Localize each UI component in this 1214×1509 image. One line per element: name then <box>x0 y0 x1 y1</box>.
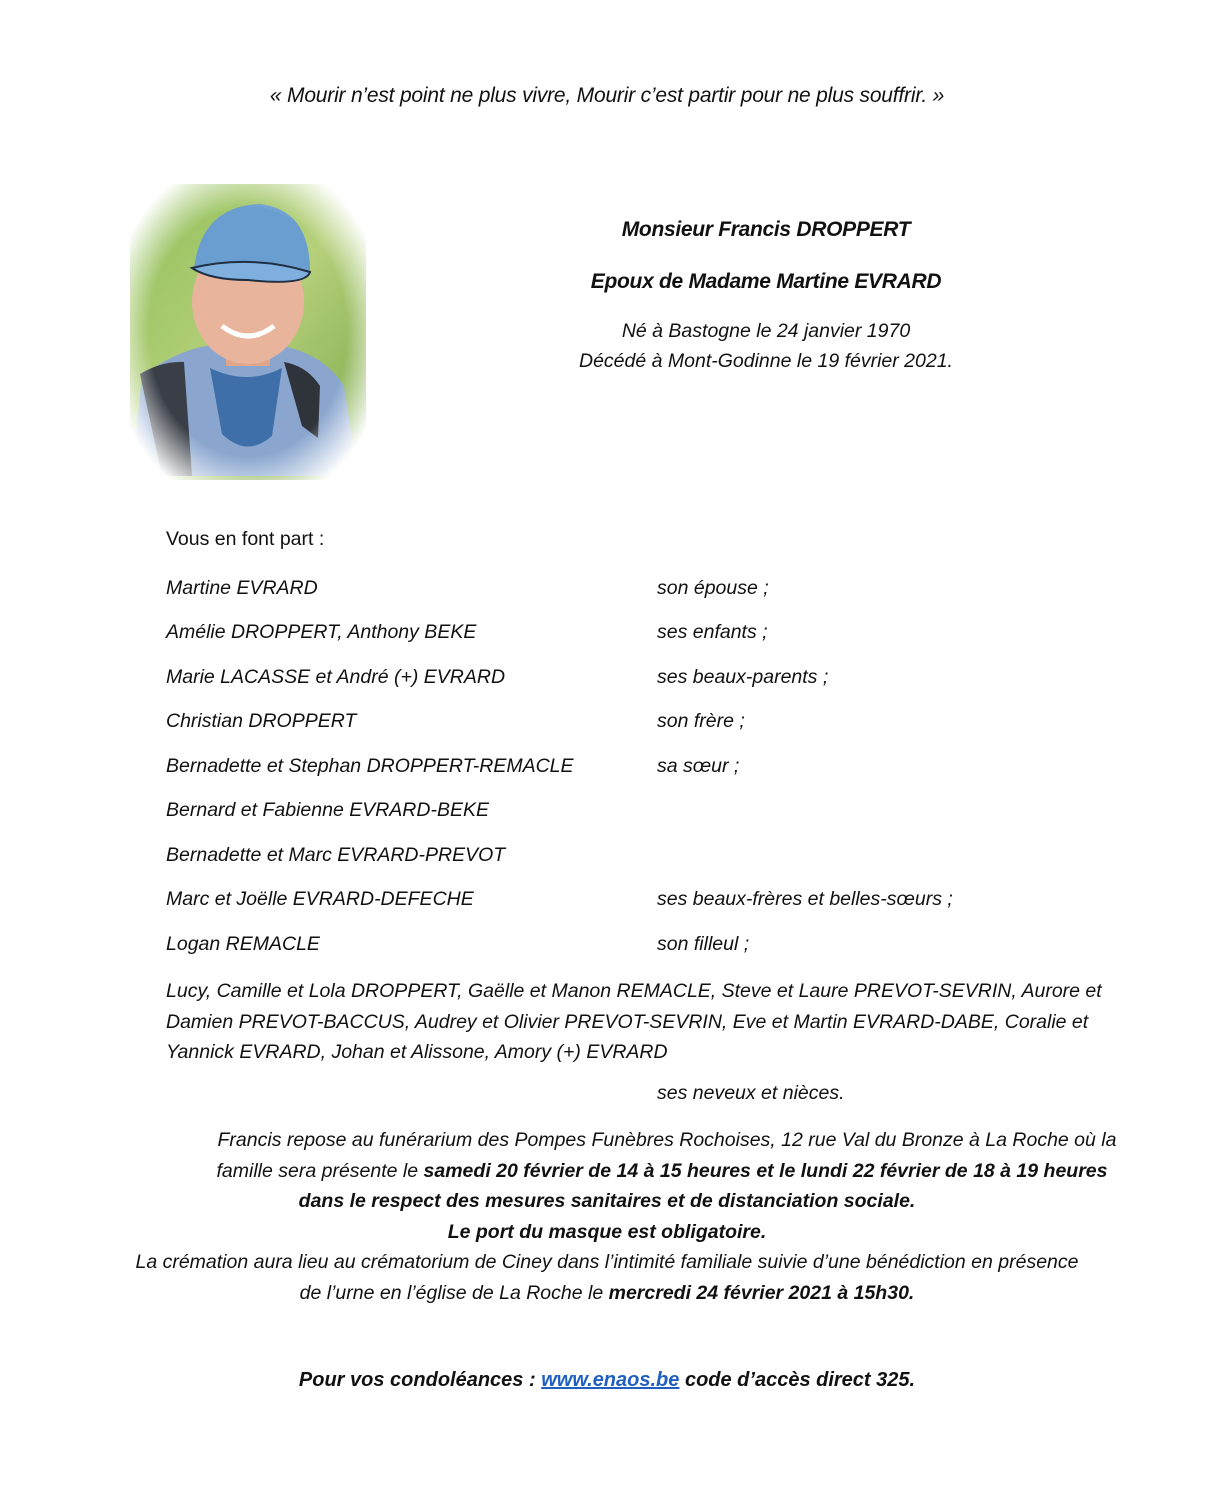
family-relation: son épouse ; <box>657 577 769 599</box>
family-name: Bernadette et Stephan DROPPERT-REMACLE <box>166 755 574 777</box>
condolences-line <box>0 1369 1214 1392</box>
condolences-link[interactable]: www.enaos.be <box>541 1369 680 1391</box>
mask-notice: Le port du masque est obligatoire. <box>447 1220 767 1243</box>
family-name: Bernard et Fabienne EVRARD-BEKE <box>166 799 489 821</box>
portrait-image <box>122 176 374 488</box>
info-line-2 <box>70 1156 1144 1187</box>
epigraph-quote: « Mourir n’est point ne plus vivre, Mourir c’est partir pour ne plus souffrir. » <box>269 84 945 107</box>
condolences-prefix: Pour vos condoléances : <box>298 1369 542 1391</box>
visitation-times: samedi 20 février de 14 à 15 heures et le lundi 22 février de 18 à 19 heures <box>423 1159 1108 1182</box>
family-name: Marc et Joëlle EVRARD-DEFECHE <box>166 888 474 910</box>
spouse-line: Epoux de Madame Martine EVRARD <box>590 270 942 293</box>
family-name: Christian DROPPERT <box>166 710 357 732</box>
blessing-info <box>70 1278 1144 1309</box>
family-name: Logan REMACLE <box>166 933 320 955</box>
family-name: Martine EVRARD <box>166 577 318 599</box>
family-name: Marie LACASSE et André (+) EVRARD <box>166 666 506 688</box>
announcement-heading: Vous en font part : <box>166 528 325 550</box>
ceremony-info <box>70 1125 1144 1308</box>
family-relation: ses beaux-frères et belles-sœurs ; <box>657 888 953 910</box>
condolences-suffix: code d’accès direct 325. <box>679 1369 916 1391</box>
family-name: Amélie DROPPERT, Anthony BEKE <box>166 621 477 643</box>
blessing-date: mercredi 24 février 2021 à 15h30. <box>608 1281 915 1304</box>
family-relation: son filleul ; <box>657 933 750 955</box>
info-line-2-text: famille sera présente le <box>216 1159 424 1182</box>
cremation-info: La crémation aura lieu au crématorium de Ciney dans l’intimité familiale suivie d’une bénédiction en présence <box>135 1251 1079 1273</box>
blessing-text: de l’urne en l’église de La Roche le <box>299 1281 609 1304</box>
portrait-photo <box>122 176 374 488</box>
family-relation: ses beaux-parents ; <box>657 666 829 688</box>
sanitary-measures: dans le respect des mesures sanitaires et de distanciation sociale. <box>298 1190 916 1212</box>
family-relation: son frère ; <box>657 710 745 732</box>
family-relation: sa sœur ; <box>657 755 740 777</box>
birth-line: Né à Bastogne le 24 janvier 1970 <box>621 320 911 342</box>
nephews-list: Lucy, Camille et Lola DROPPERT, Gaëlle et Manon REMACLE, Steve et Laure PREVOT-SEVRIN, Aurore et Damien PREVOT-BACCUS, Audrey et Olivier PREVOT-SEVRIN, Eve et Martin EVRARD-DABE, Coralie et Yannick EVRARD, Johan et Alissone, Amory (+) EVRARD <box>166 980 1102 1063</box>
info-line-1: Francis repose au funérarium des Pompes Funèbres Rochoises, 12 rue Val du Bronze à La Roche où la <box>217 1129 1117 1151</box>
death-line: Décédé à Mont-Godinne le 19 février 2021. <box>579 350 953 372</box>
deceased-name: Monsieur Francis DROPPERT <box>621 218 911 241</box>
family-name: Bernadette et Marc EVRARD-PREVOT <box>166 844 506 866</box>
deceased-header <box>540 218 992 376</box>
nephews-relation: ses neveux et nièces. <box>657 1082 845 1104</box>
family-relation: ses enfants ; <box>657 621 768 643</box>
